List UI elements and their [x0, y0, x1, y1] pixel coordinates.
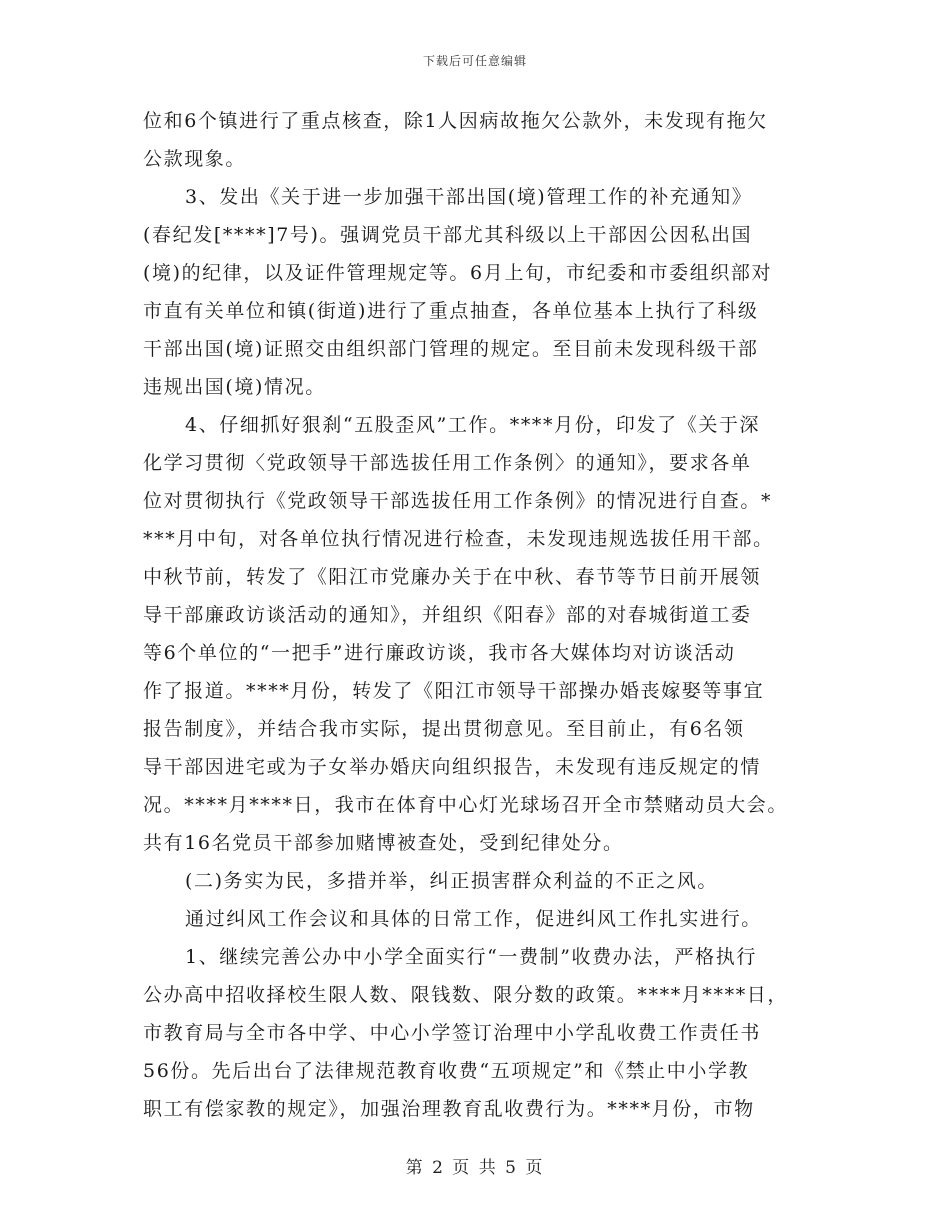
page-header-note: 下载后可任意编辑 [422, 54, 527, 68]
text-line: 位对贯彻执行《党政领导干部选拔任用工作条例》的情况进行自查。* [143, 490, 773, 512]
text-line: 导干部因进宅或为子女举办婚庆向组织报告，未发现有违反规定的情 [143, 756, 762, 778]
text-line: (境)的纪律，以及证件管理规定等。6月上旬，市纪委和市委组织部对 [143, 262, 773, 284]
text-line: 中秋节前，转发了《阳江市党廉办关于在中秋、春节等节日前开展领 [143, 566, 762, 588]
text-line: (二)务实为民，多措并举，纠正损害群众利益的不正之风。 [185, 870, 719, 892]
text-line: 导干部廉政访谈活动的通知》，并组织《阳春》部的对春城街道工委 [143, 604, 752, 626]
text-line: 干部出国(境)证照交由组织部门管理的规定。至目前未发现科级干部 [143, 338, 759, 360]
text-line: 4、仔细抓好狠刹“五股歪风”工作。****月份，印发了《关于深 [185, 414, 761, 436]
text-line: 位和6个镇进行了重点核查，除1人因病故拖欠公款外，未发现有拖欠 [143, 110, 768, 132]
text-line: 56份。先后出台了法律规范教育收费“五项规定”和《禁止中小学教 [143, 1060, 750, 1082]
page-number: 第 2 页 共 5 页 [405, 1158, 545, 1178]
text-line: (春纪发[****]7号)。强调党员干部尤其科级以上干部因公因私出国 [143, 224, 753, 246]
text-line: 3、发出《关于进一步加强干部出国(境)管理工作的补充通知》 [185, 186, 753, 208]
text-line: 化学习贯彻〈党政领导干部选拔任用工作条例〉的通知》，要求各单 [143, 452, 752, 474]
text-line: 报告制度》，并结合我市实际，提出贯彻意见。至目前止，有6名领 [143, 718, 745, 740]
text-line: 公款现象。 [143, 148, 247, 170]
text-line: 1、继续完善公办中小学全面实行“一费制”收费办法，严格执行 [185, 946, 757, 968]
text-line: 违规出国(境)情况。 [143, 376, 326, 398]
text-line: 职工有偿家教的规定》，加强治理教育乱收费行为。****月份，市物 [143, 1098, 755, 1120]
text-line: 市教育局与全市各中学、中心小学签订治理中小学乱收费工作责任书 [143, 1022, 762, 1044]
text-line: ***月中旬，对各单位执行情况进行检查，未发现违规选拔任用干部。 [143, 528, 774, 550]
text-line: 等6个单位的“一把手”进行廉政访谈，我市各大媒体均对访谈活动 [143, 642, 736, 664]
document-body [143, 102, 805, 1128]
text-line: 市直有关单位和镇(街道)进行了重点抽查，各单位基本上执行了科级 [143, 300, 759, 322]
text-line: 通过纠风工作会议和具体的日常工作，促进纠风工作扎实进行。 [185, 908, 762, 930]
text-line: 共有16名党员干部参加赌博被查处，受到纪律处分。 [143, 832, 624, 854]
text-line: 公办高中招收择校生限人数、限钱数、限分数的政策。****月****日， [143, 984, 789, 1006]
text-line: 作了报道。****月份，转发了《阳江市领导干部操办婚丧嫁娶等事宜 [143, 680, 765, 702]
text-line: 况。****月****日，我市在体育中心灯光球场召开全市禁赌动员大会。 [143, 794, 789, 816]
